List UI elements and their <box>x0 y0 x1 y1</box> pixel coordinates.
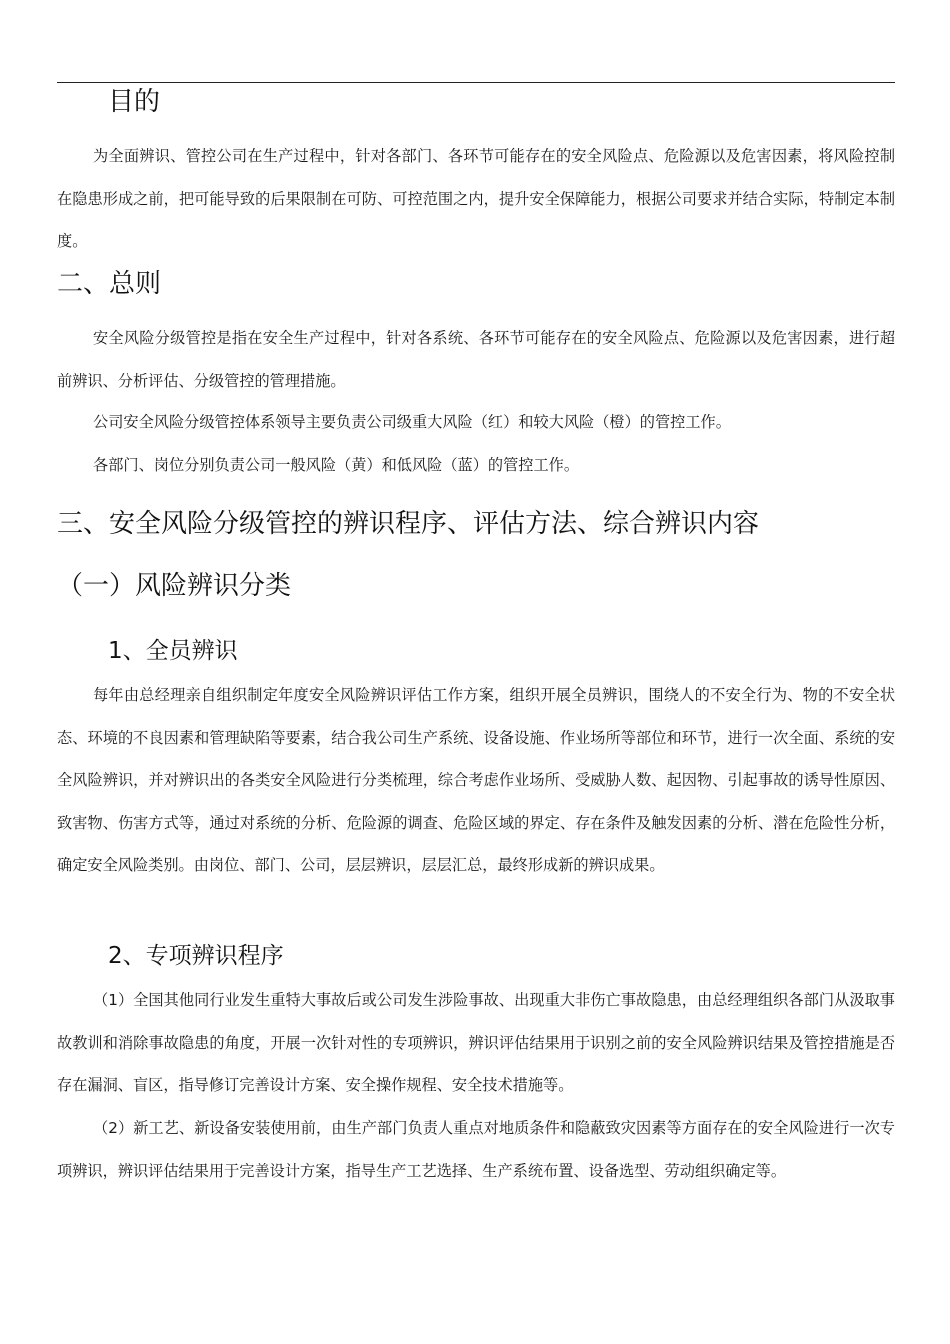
item-title-all-staff: 1、全员辨识 <box>108 638 238 664</box>
paragraph-special-2: （2）新工艺、新设备安装使用前，由生产部门负责人重点对地质条件和隐蔽致灾因素等方面存在的安全风险进行一次专项辨识，辨识评估结果用于完善设计方案，指导生产工艺选择、生产系统布置、设备选型、劳动组织确定等。 <box>57 1119 895 1180</box>
item-title-special: 2、专项辨识程序 <box>108 943 284 969</box>
subsection-title-risk-classification: （一）风险辨识分类 <box>57 571 292 601</box>
paragraph-special-1: （1）全国其他同行业发生重特大事故后或公司发生涉险事故、出现重大非伤亡事故隐患，由总经理组织各部门从汲取事故教训和消除事故隐患的角度，开展一次针对性的专项辨识，辨识评估结果用于识别之前的安全风险辨识结果及管控措施是否存在漏洞、盲区，指导修订完善设计方案、安全操作规程、安全技术措施等。 <box>57 991 895 1094</box>
paragraph-general-1: 安全风险分级管控是指在安全生产过程中，针对各系统、各环节可能存在的安全风险点、危险源以及危害因素，进行超前辨识、分析评估、分级管控的管理措施。 <box>57 329 895 390</box>
paragraph-general-3: 各部门、岗位分别负责公司一般风险（黄）和低风险（蓝）的管控工作。 <box>93 456 579 474</box>
header-rule <box>57 82 895 83</box>
section-title-general: 二、总则 <box>57 269 162 299</box>
paragraph-purpose: 为全面辨识、管控公司在生产过程中，针对各部门、各环节可能存在的安全风险点、危险源以及危害因素，将风险控制在隐患形成之前，把可能导致的后果限制在可防、可控范围之内，提升安全保障能力，根据公司要求并结合实际，特制定本制度。 <box>57 147 895 250</box>
section-title-identification: 三、安全风险分级管控的辨识程序、评估方法、综合辨识内容 <box>57 509 760 539</box>
paragraph-all-staff: 每年由总经理亲自组织制定年度安全风险辨识评估工作方案，组织开展全员辨识，围绕人的不安全行为、物的不安全状态、环境的不良因素和管理缺陷等要素，结合我公司生产系统、设备设施、作业场所等部位和环节，进行一次全面、系统的安全风险辨识，并对辨识出的各类安全风险进行分类梳理，综合考虑作业场所、受威胁人数、起因物、引起事故的诱导性原因、致害物、伤害方式等，通过对系统的分析、危险源的调查、危险区域的界定、存在条件及触发因素的分析、潜在危险性分析，确定安全风险类别。由岗位、部门、公司，层层辨识，层层汇总，最终形成新的辨识成果。 <box>57 686 895 874</box>
section-title-purpose: 目的 <box>108 87 161 117</box>
paragraph-general-2: 公司安全风险分级管控体系领导主要负责公司级重大风险（红）和较大风险（橙）的管控工作。 <box>93 413 731 431</box>
